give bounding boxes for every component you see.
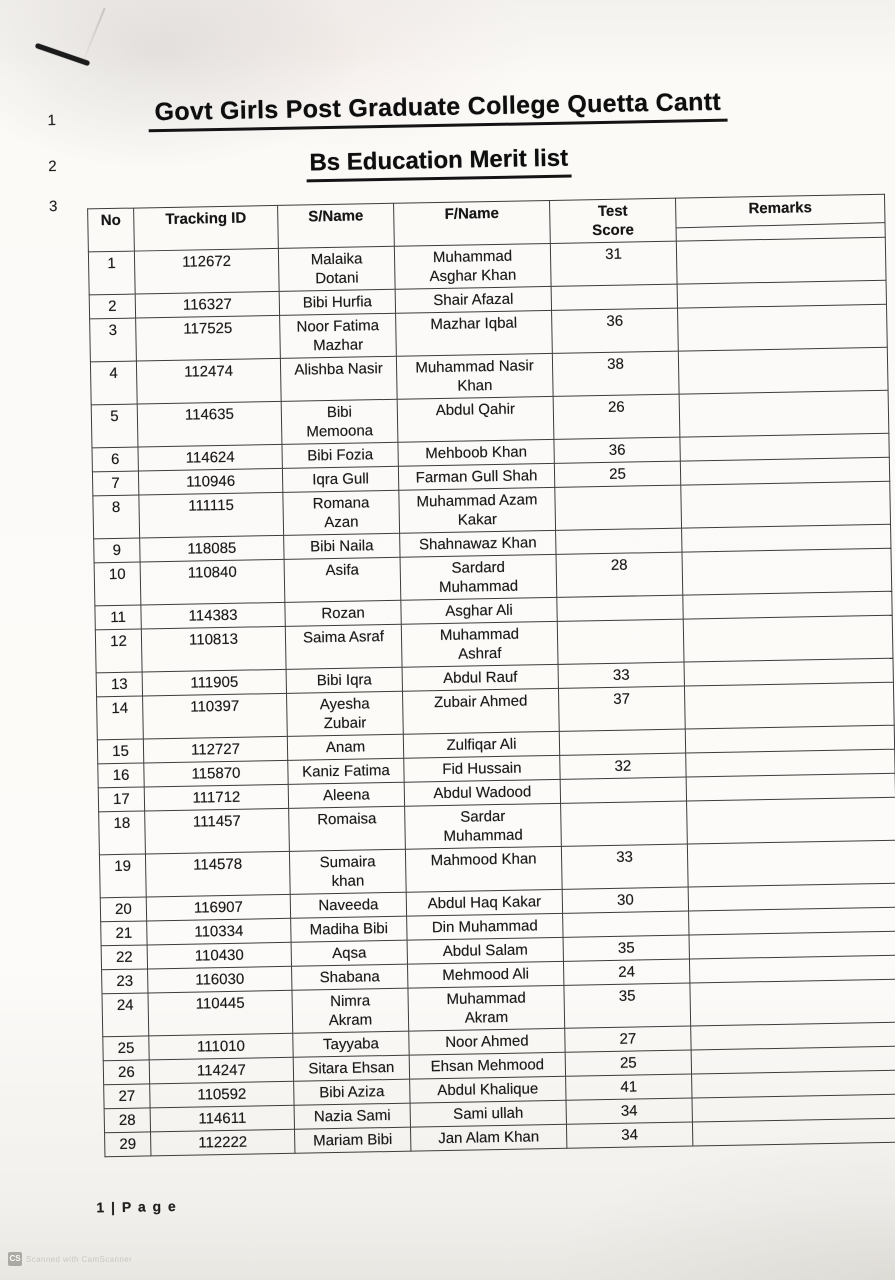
cell-student-name: Shabana [292,964,408,990]
cell-student-name: Bibi Hurfia [279,289,395,315]
cell-tracking-id: 111457 [145,808,290,854]
cell-student-name: Bibi Fozia [282,442,398,468]
cell-student-name: Kaniz Fatima [288,758,404,784]
cell-test-score: 38 [552,351,679,396]
cell-remarks [692,1118,895,1146]
cell-student-name: Mariam Bibi [295,1127,411,1153]
cell-student-name: Tayyaba [293,1031,409,1057]
cell-remarks [692,1094,895,1122]
cell-father-name: Farman Gull Shah [398,463,554,490]
cell-father-name: Mehmood Ali [407,961,563,988]
cell-father-name: Abdul Haq Kakar [406,889,562,916]
cell-father-name: Sardar Muhammad [405,803,562,849]
cell-tracking-id: 111905 [142,669,286,696]
cell-student-name: Romana Azan [283,490,400,535]
cell-student-name: Malaika Dotani [278,246,395,291]
cell-test-score: 33 [558,662,684,688]
subtitle-row [0,139,887,188]
cell-student-name: Bibi Memoona [281,399,398,444]
camscanner-caption: Scanned with CamScanner [26,1254,133,1264]
cell-remarks [684,682,894,729]
cell-father-name: Zubair Ahmed [402,688,559,734]
col-header-father-name: F/Name [394,200,551,246]
cell-father-name: Shair Afazal [395,286,551,313]
cell-remarks [679,390,889,437]
cell-father-name: Noor Ahmed [409,1028,565,1055]
cell-no: 7 [92,471,138,496]
cell-tracking-id: 110445 [148,990,293,1036]
cell-student-name: Madiha Bibi [291,916,407,942]
cell-no: 13 [96,672,142,697]
cell-test-score [555,485,682,530]
cell-test-score: 35 [563,935,689,961]
cell-test-score: 28 [556,552,683,597]
col-header-remarks: Remarks [676,194,886,241]
cell-tracking-id: 110946 [138,468,282,495]
cell-no: 12 [95,629,142,673]
cell-tracking-id: 112474 [136,358,281,404]
cell-remarks [678,347,888,394]
cell-no: 27 [104,1084,150,1109]
cell-student-name: Ayesha Zubair [287,691,404,736]
cell-remarks [692,1070,895,1098]
cell-test-score: 41 [566,1074,692,1100]
cell-test-score: 30 [562,887,688,913]
cell-test-score [563,911,689,937]
cell-father-name: Abdul Qahir [397,396,554,442]
cell-father-name: Mahmood Khan [405,846,562,892]
merit-list-table [87,194,895,1157]
cell-test-score [556,528,682,554]
page-subtitle: Bs Education Merit list [306,145,571,183]
cell-student-name: Nazia Sami [294,1103,410,1129]
cell-student-name: Asifa [284,557,401,602]
cell-father-name: Abdul Khalique [410,1076,566,1103]
cell-father-name: Muhammad Ashraf [401,621,558,667]
cell-no: 10 [94,562,141,606]
col-header-tracking-id: Tracking ID [134,205,279,251]
cell-tracking-id: 115870 [144,760,288,787]
cell-tracking-id: 110397 [143,693,288,739]
cell-remarks [690,979,895,1026]
cell-test-score: 31 [550,241,677,286]
cell-no: 20 [100,897,146,922]
cell-father-name: Abdul Salam [407,937,563,964]
cell-tracking-id: 118085 [140,535,284,562]
margin-number-2: 2 [48,157,57,176]
cell-father-name: Abdul Wadood [404,779,560,806]
cell-student-name: Iqra Gull [282,466,398,492]
cell-test-score [557,619,684,664]
cell-remarks [678,304,888,351]
cell-no: 8 [93,495,140,539]
cell-no: 18 [99,811,146,855]
cell-tracking-id: 114611 [150,1105,294,1132]
page-title: Govt Girls Post Graduate College Quetta Cantt [148,88,727,133]
cell-remarks [691,1046,895,1074]
cell-no: 2 [89,294,135,319]
cell-test-score: 37 [558,686,685,731]
cell-no: 6 [92,447,138,472]
cell-tracking-id: 114635 [137,401,282,447]
cell-no: 22 [101,945,147,970]
cell-test-score: 35 [564,983,691,1028]
cell-student-name: Bibi Iqra [286,667,402,693]
margin-number-1: 1 [47,111,56,130]
cell-student-name: Aleena [288,782,404,808]
cell-test-score [559,729,685,755]
col-header-test-score: Test Score [550,198,677,243]
cell-student-name: Nimra Akram [292,988,409,1033]
cell-student-name: Bibi Naila [284,533,400,559]
cell-father-name: Jan Alam Khan [410,1124,566,1151]
cell-test-score: 25 [554,461,680,487]
cell-tracking-id: 114383 [141,602,285,629]
cell-tracking-id: 116030 [148,966,292,993]
cell-tracking-id: 112222 [151,1129,295,1156]
cell-tracking-id: 114247 [149,1057,293,1084]
cell-no: 28 [104,1108,150,1133]
title-row [0,85,886,135]
cell-remarks [687,840,895,887]
cell-test-score: 32 [560,753,686,779]
cell-father-name: Muhammad Azam Kakar [399,487,556,533]
cell-student-name: Aqsa [291,940,407,966]
cell-student-name: Noor Fatima Mazhar [280,313,397,358]
cell-test-score [560,777,686,803]
cell-tracking-id: 116907 [146,894,290,921]
cell-student-name: Anam [287,734,403,760]
cell-tracking-id: 110813 [141,626,286,672]
col-header-no: No [88,208,135,252]
cell-no: 15 [97,739,143,764]
cell-tracking-id: 112672 [134,248,279,294]
cell-no: 3 [90,318,137,362]
cell-test-score: 36 [554,437,680,463]
cell-no: 17 [98,787,144,812]
cell-test-score: 34 [566,1098,692,1124]
cell-father-name: Fid Hussain [404,755,560,782]
cell-no: 4 [90,361,137,405]
cell-father-name: Muhammad Nasir Khan [396,353,553,399]
cell-remarks [687,797,895,844]
cell-tracking-id: 116327 [135,291,279,318]
cell-father-name: Asghar Ali [401,597,557,624]
cell-student-name: Bibi Aziza [294,1079,410,1105]
cell-student-name: Alishba Nasir [280,356,397,401]
cell-tracking-id: 110592 [150,1081,294,1108]
cell-no: 14 [97,696,144,740]
cell-father-name: Din Muhammad [407,913,563,940]
cell-father-name: Ehsan Mehmood [409,1052,565,1079]
cell-no: 29 [105,1132,151,1157]
cell-father-name: Shahnawaz Khan [400,530,556,557]
cell-tracking-id: 112727 [143,736,287,763]
cell-no: 26 [103,1060,149,1085]
cell-no: 23 [102,969,148,994]
camscanner-logo-icon: CS [8,1252,22,1266]
cell-tracking-id: 117525 [136,315,281,361]
cell-no: 25 [103,1036,149,1061]
cell-no: 21 [101,921,147,946]
cell-remarks [681,481,891,528]
cell-remarks [683,615,893,662]
cell-test-score [557,595,683,621]
cell-father-name: Mazhar Iqbal [396,310,553,356]
cell-remarks [682,548,892,595]
cell-no: 11 [95,605,141,630]
cell-test-score: 25 [565,1050,691,1076]
cell-tracking-id: 114624 [138,444,282,471]
camscanner-watermark [8,1252,132,1266]
cell-student-name: Naveeda [290,892,406,918]
cell-father-name: Mehboob Khan [398,439,554,466]
cell-father-name: Sami ullah [410,1100,566,1127]
cell-test-score: 24 [563,959,689,985]
cell-father-name: Sardard Muhammad [400,554,557,600]
cell-tracking-id: 111712 [144,784,288,811]
cell-tracking-id: 111115 [139,492,284,538]
cell-father-name: Abdul Rauf [402,664,558,691]
cell-no: 1 [88,251,135,295]
col-header-student-name: S/Name [278,203,395,248]
cell-student-name: Romaisa [289,806,406,851]
cell-student-name: Sitara Ehsan [293,1055,409,1081]
cell-student-name: Rozan [285,600,401,626]
margin-number-3: 3 [48,197,58,216]
cell-student-name: Saima Asraf [285,624,402,669]
cell-tracking-id: 114578 [145,851,290,897]
cell-remarks [676,237,886,284]
cell-tracking-id: 110334 [147,918,291,945]
cell-no: 19 [99,854,146,898]
cell-test-score: 26 [553,394,680,439]
cell-test-score [551,284,677,310]
cell-test-score: 34 [566,1122,692,1148]
cell-father-name: Muhammad Akram [408,985,565,1031]
cell-tracking-id: 110840 [140,559,285,605]
cell-no: 16 [98,763,144,788]
cell-test-score [561,801,688,846]
cell-test-score: 27 [565,1026,691,1052]
cell-father-name: Muhammad Asghar Khan [394,243,551,289]
cell-no: 9 [94,538,140,563]
cell-test-score: 36 [552,308,679,353]
cell-student-name: Sumaira khan [289,849,406,894]
page-footer: 1 | P a g e [96,1197,178,1216]
cell-tracking-id: 111010 [149,1033,293,1060]
cell-tracking-id: 110430 [147,942,291,969]
cell-no: 5 [91,404,138,448]
cell-father-name: Zulfiqar Ali [403,731,559,758]
table-body [88,237,895,1156]
cell-test-score: 33 [561,844,688,889]
cell-no: 24 [102,993,149,1037]
